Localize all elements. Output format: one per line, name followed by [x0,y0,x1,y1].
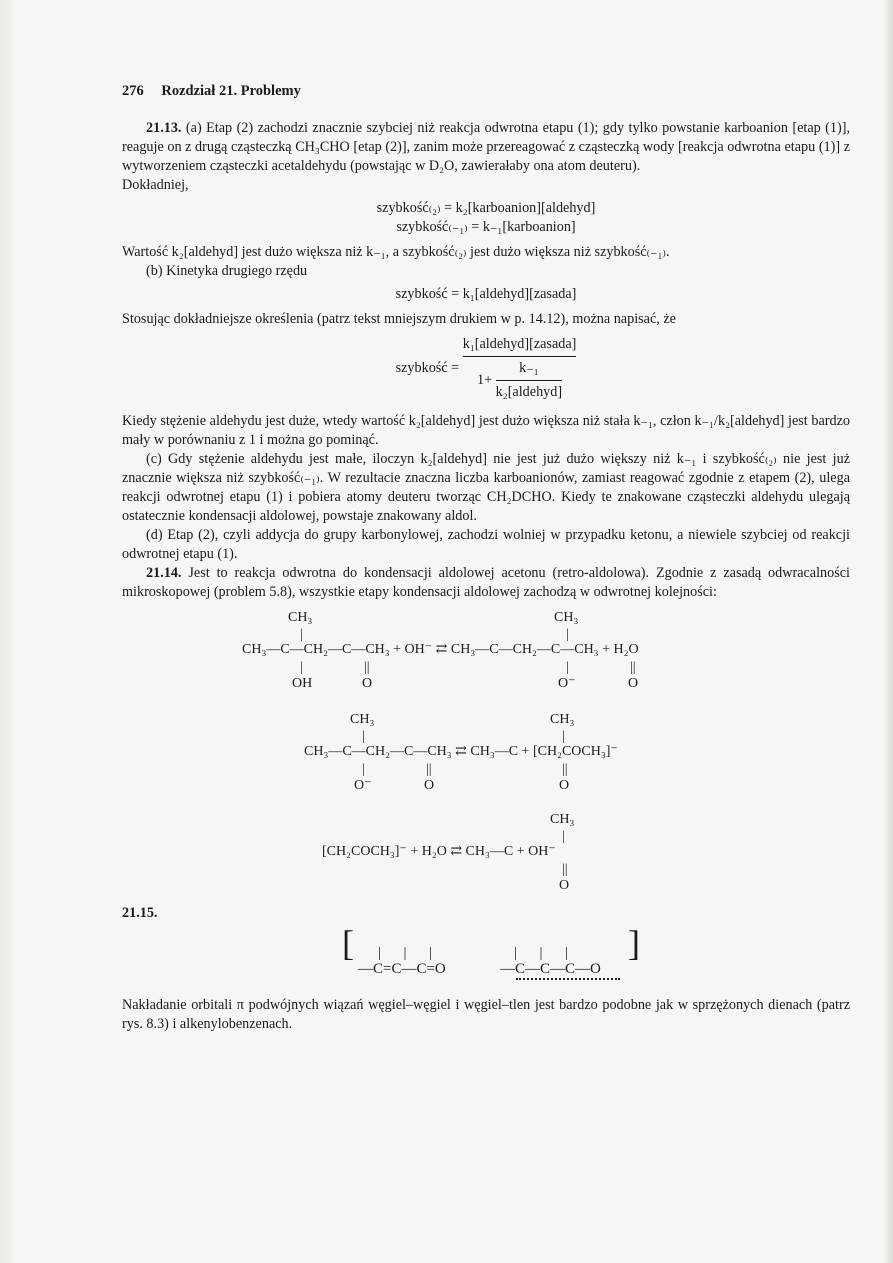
page-content [122,82,850,1034]
ch3-top: CH₃ [550,812,575,827]
problem-21-13-a [122,119,850,176]
frac-den-one: 1+ [477,372,493,388]
carbonyl-o: O [559,778,570,793]
page-edge-left [0,0,16,1263]
carbonyl-o: O [628,676,639,691]
reaction-3-line: [CH₂COCH₃]⁻ + H₂O ⇄ CH₃—C + OH⁻ [322,844,556,859]
part-d: (d) Etap (2), czyli addycja do grupy karbonylowej, zachodzi wolniej w przypadku ketonu, a niewiele szybciej od reakcji odwrotnej etapu (1). [122,527,850,562]
reaction-3: CH₃ | [CH₂COCH₃]⁻ + H₂O ⇄ CH₃—C + OH⁻ || O [322,812,575,893]
problem-21-15 [122,902,850,992]
ch3-top: CH₃ [350,712,375,727]
carbonyl-o: O [424,778,435,793]
delocalization-dots [516,974,620,980]
reaction-2-line: CH₃—C—CH₂—C—CH₃ ⇄ CH₃—C + [CH₂COCH₃]⁻ [304,744,618,759]
page-edge-right [883,0,893,1263]
carbonyl-o: O [559,878,570,893]
nakladanie-paragraph: Nakładanie orbitali π podwójnych wiązań węgiel–węgiel i węgiel–tlen jest bardzo podobne jak w sprzężonych dienach (patrz rys. 8.3) i alkenylobenzenach. [122,997,850,1032]
chapter-title: Rozdział 21. Problemy [161,83,301,99]
frac-lhs: szybkość = [395,360,460,376]
kiedy-paragraph: Kiedy stężenie aldehydu jest duże, wtedy wartość k₂[aldehyd] jest dużo większa niż stała k₋₁, człon k₋₁/k₂[aldehyd] jest bardzo mały w porównaniu z 1 i można go pominąć. [122,413,850,448]
struct-delocalized: —C—C—C—O [500,961,601,977]
inner-den: k₂[aldehyd] [495,384,563,400]
problem-21-14 [122,564,850,602]
running-header [122,82,850,101]
wartosc-paragraph: Wartość k₂[aldehyd] jest dużo większa niż k₋₁, a szybkość₍₂₎ jest dużo większa niż szybkość₍₋₁₎. [122,244,670,260]
paragraph-text: (a) Etap (2) zachodzi znacznie szybciej niż reakcja odwrotna etapu (1); gdy tylko powstanie karboanion [etap (1)], reaguje on z drugą cząsteczką CH₃CHO [etap (2)], zanim może przereagować z cząsteczką wody [reakcja odwrotna etapu (1)] z wytworzeniem cząsteczki acetaldehydu (powstając w D₂O, zawierałaby ona atom deuteru). [122,120,850,174]
frac-numerator: k₁[aldehyd][zasada] [462,336,577,352]
alkoxide-o: O⁻ [354,778,372,793]
inner-num: k₋₁ [519,360,539,376]
stosujac-paragraph: Stosując dokładniejsze określenia (patrz tekst mniejszym drukiem w p. 14.12), można napisać, że [122,311,676,327]
inner-fraction [496,359,562,402]
rate-eq-2: szybkość₍₂₎ = k₂[karboanion][aldehyd] [376,200,596,216]
rate-equations [122,199,850,237]
fraction-equation [122,335,850,402]
problem-number: 21.15. [122,905,158,921]
ch3-top: CH₃ [288,610,313,625]
oh-group: OH [292,676,313,691]
problem-number: 21.14. [146,565,182,581]
reaction-1-line: CH₃—C—CH₂—C—CH₃ + OH⁻ ⇄ CH₃—C—CH₂—C—CH₃ + H₂O [242,642,639,657]
part-b-label: (b) Kinetyka drugiego rzędu [146,263,308,279]
dokladniej: Dokładniej, [122,177,189,193]
reaction-1: CH₃ CH₃ | | CH₃—C—CH₂—C—CH₃ + OH⁻ ⇄ CH₃—C—CH₂—C—CH₃ + H₂O | || | || OH O O⁻ O [242,610,639,691]
ch3-top: CH₃ [550,712,575,727]
alkoxide-o: O⁻ [558,676,576,691]
paragraph-text: Jest to reakcja odwrotna do kondensacji aldolowej acetonu (retro-aldolowa). Zgodnie z zasadą odwracalności mikroskopowej (problem 5.8), wszystkie etapy kondensacji aldolowej zachodzą w odwrotnej kolejności: [122,565,850,600]
struct-enone: —C=C—C=O [358,961,446,977]
fraction [463,335,577,402]
rate-eq-second-order: szybkość = k₁[aldehyd][zasada] [395,286,577,302]
page-number: 276 [122,83,144,99]
ch3-top: CH₃ [554,610,579,625]
resonance-structures: [ | | | —C=C—C=O | | | —C—C—C—O ] [342,944,642,1004]
carbonyl-o: O [362,676,373,691]
part-c: (c) Gdy stężenie aldehydu jest małe, iloczyn k₂[aldehyd] nie jest już dużo większy niż k₋₁ i szybkość₍₂₎ nie jest już znacznie większa niż szybkość₍₋₁₎. W rezultacie znaczna liczba karboanionów, zamiast reagować zgodnie z etapem (2), ulega reakcji odwrotnej etapu (1) i pobiera atomy deuteru tworząc CH₂DCHO. Kiedy te znakowane cząsteczki aldehydu ulegają ostatecznie kondensacji aldolowej, powstaje znakowany aldol. [122,451,850,524]
problem-number: 21.13. [146,120,182,136]
reaction-2: CH₃ CH₃ | | CH₃—C—CH₂—C—CH₃ ⇄ CH₃—C + [CH₂COCH₃]⁻ | || || O⁻ O O [304,712,618,793]
rate-eq-minus1: szybkość₍₋₁₎ = k₋₁[karboanion] [396,219,576,235]
frac-denominator [463,359,577,402]
